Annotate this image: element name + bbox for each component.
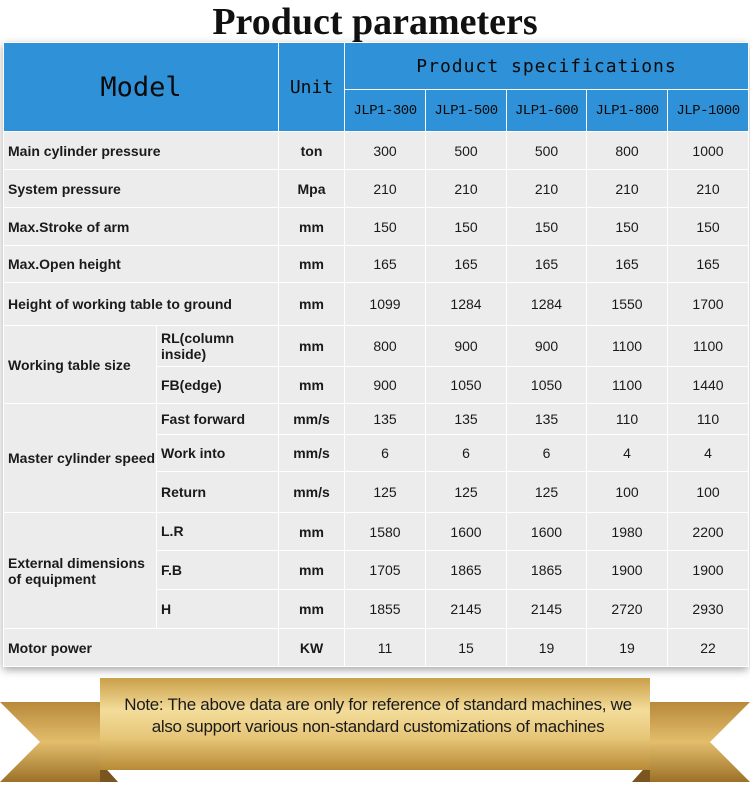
page-title: Product parameters [212, 1, 538, 43]
value-cell: 1900 [668, 551, 749, 590]
value-cell: 4 [587, 435, 668, 472]
unit-cell: mm [279, 283, 345, 326]
value-cell: 135 [426, 404, 507, 435]
value-cell: 1050 [507, 367, 587, 404]
value-cell: 125 [426, 472, 507, 513]
unit-cell: mm/s [279, 472, 345, 513]
value-cell: 165 [507, 246, 587, 283]
value-cell: 15 [426, 629, 507, 667]
value-cell: 22 [668, 629, 749, 667]
value-cell: 800 [587, 132, 668, 170]
value-cell: 500 [507, 132, 587, 170]
value-cell: 1700 [668, 283, 749, 326]
value-cell: 2145 [426, 590, 507, 629]
unit-header: Unit [279, 43, 345, 132]
value-cell: 19 [587, 629, 668, 667]
value-cell: 125 [345, 472, 426, 513]
sub-label: RL(column inside) [157, 326, 279, 367]
value-cell: 110 [587, 404, 668, 435]
value-cell: 11 [345, 629, 426, 667]
table-row [4, 326, 749, 367]
value-cell: 1284 [426, 283, 507, 326]
table-row [4, 132, 749, 170]
unit-cell: ton [279, 132, 345, 170]
unit-cell: Mpa [279, 170, 345, 208]
value-cell: 4 [668, 435, 749, 472]
model-header: Model [4, 43, 279, 132]
unit-cell: KW [279, 629, 345, 667]
param-label: System pressure [4, 170, 279, 208]
value-cell: 150 [668, 208, 749, 246]
value-cell: 165 [587, 246, 668, 283]
value-cell: 900 [507, 326, 587, 367]
value-cell: 6 [426, 435, 507, 472]
unit-cell: mm/s [279, 404, 345, 435]
value-cell: 150 [426, 208, 507, 246]
table-row [4, 513, 749, 551]
model-name: JLP1-600 [507, 90, 587, 132]
param-label: Height of working table to ground [4, 283, 279, 326]
table-row [4, 404, 749, 435]
value-cell: 210 [345, 170, 426, 208]
value-cell: 2145 [507, 590, 587, 629]
param-label: Max.Open height [4, 246, 279, 283]
value-cell: 210 [587, 170, 668, 208]
value-cell: 1100 [668, 326, 749, 367]
table-row [4, 283, 749, 326]
table-row [4, 170, 749, 208]
unit-cell: mm [279, 367, 345, 404]
value-cell: 1980 [587, 513, 668, 551]
value-cell: 800 [345, 326, 426, 367]
table-row [4, 208, 749, 246]
value-cell: 100 [668, 472, 749, 513]
unit-cell: mm [279, 551, 345, 590]
spec-header: Product specifications [345, 43, 749, 90]
value-cell: 135 [345, 404, 426, 435]
value-cell: 165 [668, 246, 749, 283]
group-label: Working table size [4, 326, 157, 404]
param-label: Motor power [4, 629, 279, 667]
value-cell: 6 [345, 435, 426, 472]
unit-cell: mm/s [279, 435, 345, 472]
model-name: JLP-1000 [668, 90, 749, 132]
sub-label: FB(edge) [157, 367, 279, 404]
sub-label: F.B [157, 551, 279, 590]
model-name: JLP1-300 [345, 90, 426, 132]
sub-label: Fast forward [157, 404, 279, 435]
sub-label: H [157, 590, 279, 629]
value-cell: 1284 [507, 283, 587, 326]
value-cell: 1100 [587, 326, 668, 367]
param-label: Main cylinder pressure [4, 132, 279, 170]
value-cell: 1550 [587, 283, 668, 326]
value-cell: 1900 [587, 551, 668, 590]
param-label: Max.Stroke of arm [4, 208, 279, 246]
value-cell: 1855 [345, 590, 426, 629]
value-cell: 1000 [668, 132, 749, 170]
model-name: JLP1-800 [587, 90, 668, 132]
unit-cell: mm [279, 513, 345, 551]
unit-cell: mm [279, 326, 345, 367]
value-cell: 6 [507, 435, 587, 472]
unit-cell: mm [279, 208, 345, 246]
value-cell: 1100 [587, 367, 668, 404]
value-cell: 19 [507, 629, 587, 667]
value-cell: 165 [426, 246, 507, 283]
value-cell: 900 [345, 367, 426, 404]
value-cell: 1705 [345, 551, 426, 590]
value-cell: 1600 [426, 513, 507, 551]
value-cell: 100 [587, 472, 668, 513]
value-cell: 300 [345, 132, 426, 170]
unit-cell: mm [279, 246, 345, 283]
model-name: JLP1-500 [426, 90, 507, 132]
value-cell: 210 [668, 170, 749, 208]
value-cell: 135 [507, 404, 587, 435]
value-cell: 150 [587, 208, 668, 246]
value-cell: 165 [345, 246, 426, 283]
value-cell: 2200 [668, 513, 749, 551]
value-cell: 1050 [426, 367, 507, 404]
value-cell: 150 [507, 208, 587, 246]
value-cell: 1440 [668, 367, 749, 404]
table-row [4, 246, 749, 283]
value-cell: 150 [345, 208, 426, 246]
unit-cell: mm [279, 590, 345, 629]
group-label: Master cylinder speed [4, 404, 157, 513]
group-label: External dimensions of equipment [4, 513, 157, 629]
value-cell: 1865 [507, 551, 587, 590]
value-cell: 210 [507, 170, 587, 208]
sub-label: Work into [157, 435, 279, 472]
value-cell: 900 [426, 326, 507, 367]
value-cell: 500 [426, 132, 507, 170]
value-cell: 125 [507, 472, 587, 513]
sub-label: L.R [157, 513, 279, 551]
note-text [108, 694, 648, 738]
sub-label: Return [157, 472, 279, 513]
value-cell: 1600 [507, 513, 587, 551]
value-cell: 1865 [426, 551, 507, 590]
value-cell: 2930 [668, 590, 749, 629]
table-row [4, 629, 749, 667]
value-cell: 110 [668, 404, 749, 435]
note-line-1: Note: The above data are only for reference of standard machines, we [124, 695, 632, 714]
value-cell: 1580 [345, 513, 426, 551]
parameters-table [3, 42, 748, 667]
value-cell: 1099 [345, 283, 426, 326]
value-cell: 210 [426, 170, 507, 208]
note-line-2: also support various non-standard customizations of machines [151, 717, 605, 736]
value-cell: 2720 [587, 590, 668, 629]
